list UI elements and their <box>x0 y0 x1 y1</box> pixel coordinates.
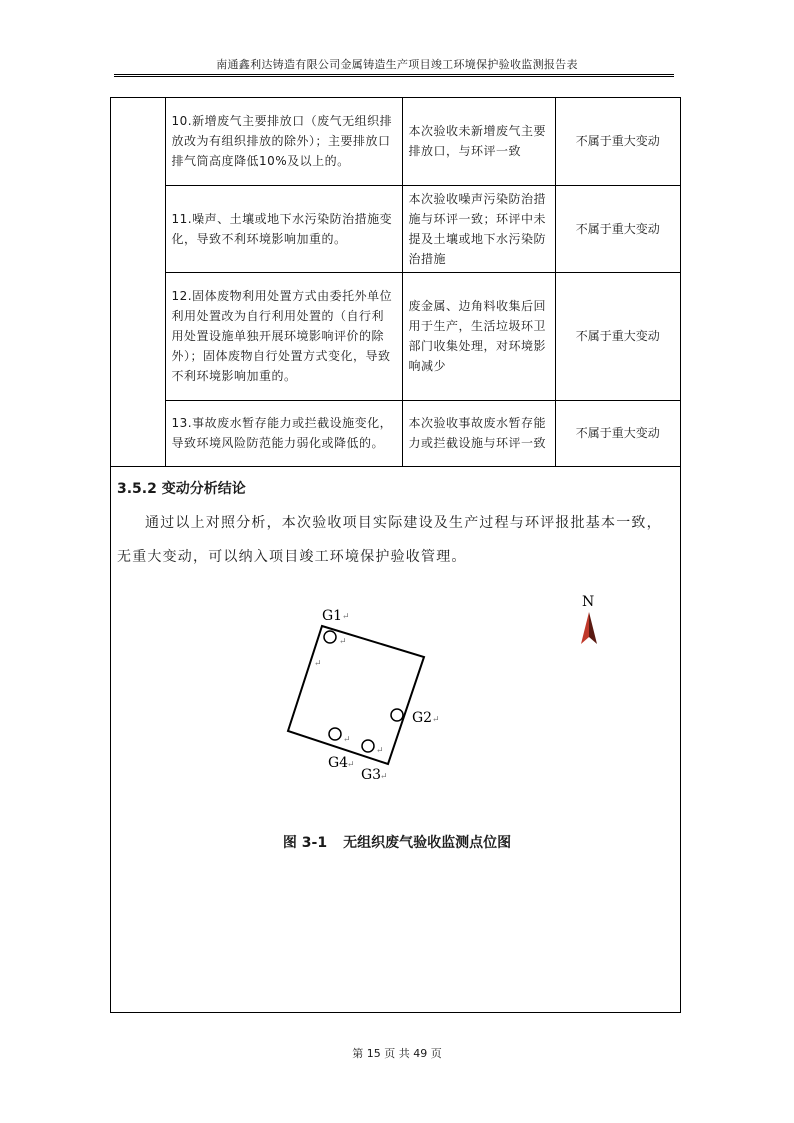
return-mark: ↵ <box>376 746 384 756</box>
point-label-g3: G3 <box>361 767 382 783</box>
change-analysis-table <box>111 98 680 467</box>
figure-title: 无组织废气验收监测点位图 <box>343 835 512 851</box>
item-cell: 13.事故废水暂存能力或拦截设施变化，导致环境风险防范能力弱化或降低的。 <box>165 400 402 466</box>
page-header-title: 南通鑫利达铸造有限公司金属铸造生产项目竣工环境保护验收监测报告表 <box>216 58 578 71</box>
item-cell: 12.固体废物利用处置方式由委托外单位利用处置改为自行利用处置的（自行利用处置设施单独开展环境影响评价的除外）；固体废物自行处置方式变化，导致不利环境影响加重的。 <box>165 272 402 400</box>
return-mark: ↵ <box>347 760 355 770</box>
point-label-g1: G1 <box>322 608 343 624</box>
check-cell: 本次验收事故废水暂存能力或拦截设施与环评一致 <box>402 400 555 466</box>
point-label-g4: G4 <box>328 755 349 771</box>
result-cell: 不属于重大变动 <box>555 400 680 466</box>
table-row <box>111 185 680 272</box>
return-mark: ↵ <box>343 735 351 745</box>
category-cell <box>111 98 165 466</box>
return-mark: ↵ <box>314 659 322 669</box>
header-rule-double <box>114 76 674 77</box>
point-label-g2: G2 <box>412 710 433 726</box>
check-cell: 废金属、边角料收集后回用于生产，生活垃圾环卫部门收集处理，对环境影响减少 <box>402 272 555 400</box>
result-cell: 不属于重大变动 <box>555 272 680 400</box>
figure-number: 图 3-1 <box>282 835 328 851</box>
result-cell: 不属于重大变动 <box>555 98 680 185</box>
page-footer: 第 15 页 共 49 页 <box>352 1047 442 1060</box>
return-mark: ↵ <box>339 637 347 647</box>
return-mark: ↵ <box>380 772 388 782</box>
figure-caption <box>0 832 794 852</box>
north-label: N <box>582 594 595 610</box>
check-cell: 本次验收噪声污染防治措施与环评一致；环评中未提及土壤或地下水污染防治措施 <box>402 185 555 272</box>
item-cell: 11.噪声、土壤或地下水污染防治措施变化，导致不利环境影响加重的。 <box>165 185 402 272</box>
return-mark: ↵ <box>432 715 440 725</box>
result-cell: 不属于重大变动 <box>555 185 680 272</box>
section-title: 3.5.2 变动分析结论 <box>117 481 246 497</box>
table-row <box>111 400 680 466</box>
table-row <box>111 272 680 400</box>
section-paragraph: 通过以上对照分析，本次验收项目实际建设及生产过程与环评报批基本一致，无重大变动，可以纳入项目竣工环境保护验收管理。 <box>117 515 662 565</box>
item-cell: 10.新增废气主要排放口（废气无组织排放改为有组织排放的除外）；主要排放口排气筒高度降低10%及以上的。 <box>165 98 402 185</box>
check-cell: 本次验收未新增废气主要排放口，与环评一致 <box>402 98 555 185</box>
header-rule <box>114 74 674 75</box>
return-mark: ↵ <box>342 612 350 622</box>
table-row <box>111 98 680 185</box>
